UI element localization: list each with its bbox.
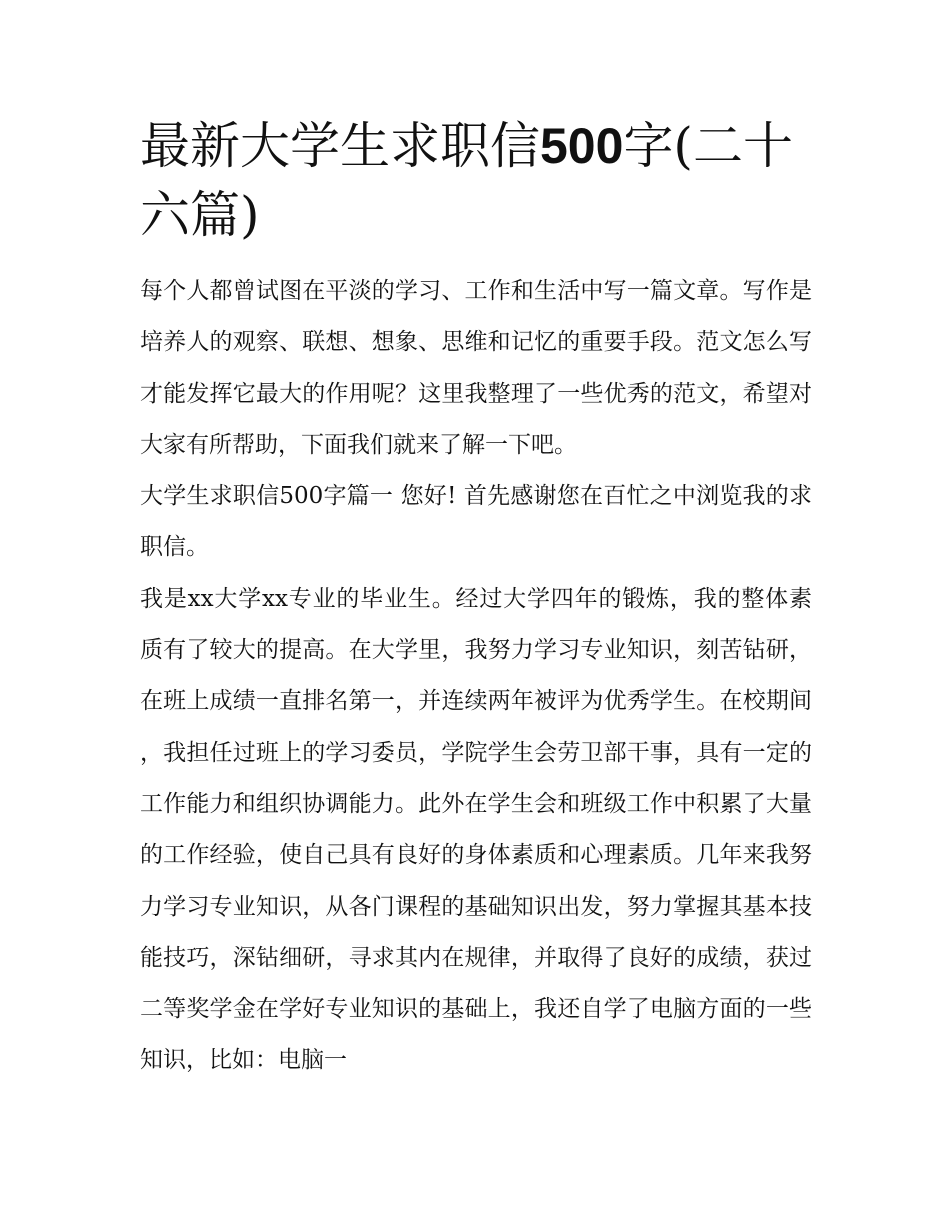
title-number: 500 (540, 118, 624, 174)
document-body (140, 266, 812, 1087)
document-content (140, 112, 812, 1087)
greeting-paragraph: 大学生求职信500字篇一 您好! 首先感谢您在百忙之中浏览我的求职信。 (140, 483, 812, 561)
title-text-part-1: 最新大学生求职信 (140, 117, 540, 175)
self-introduction-paragraph: 我是xx大学xx专业的毕业生。经过大学四年的锻炼，我的整体素质有了较大的提高。在大学里，我努力学习专业知识，刻苦钻研，在班上成绩一直排名第一，并连续两年被评为优秀学生。在校期间，我担任过班上的学习委员，学院学生会劳卫部干事，具有一定的工作能力和组织协调能力。此外在学生会和班级工作中积累了大量的工作经验，使自己具有良好的身体素质和心理素质。几年来我努力学习专业知识，从各门课程的基础知识出发，努力掌握其基本技能技巧，深钻细研，寻求其内在规律，并取得了良好的成绩，获过二等奖学金在学好专业知识的基础上，我还自学了电脑方面的一些知识，比如：电脑一 (140, 585, 812, 1074)
title-text-part-2: 字(二十六篇) (140, 117, 793, 244)
document-title (140, 112, 812, 250)
intro-paragraph: 每个人都曾试图在平淡的学习、工作和生活中写一篇文章。写作是培养人的观察、联想、想象、思维和记忆的重要手段。范文怎么写才能发挥它最大的作用呢？这里我整理了一些优秀的范文，希望对大家有所帮助，下面我们就来了解一下吧。 (140, 278, 812, 458)
